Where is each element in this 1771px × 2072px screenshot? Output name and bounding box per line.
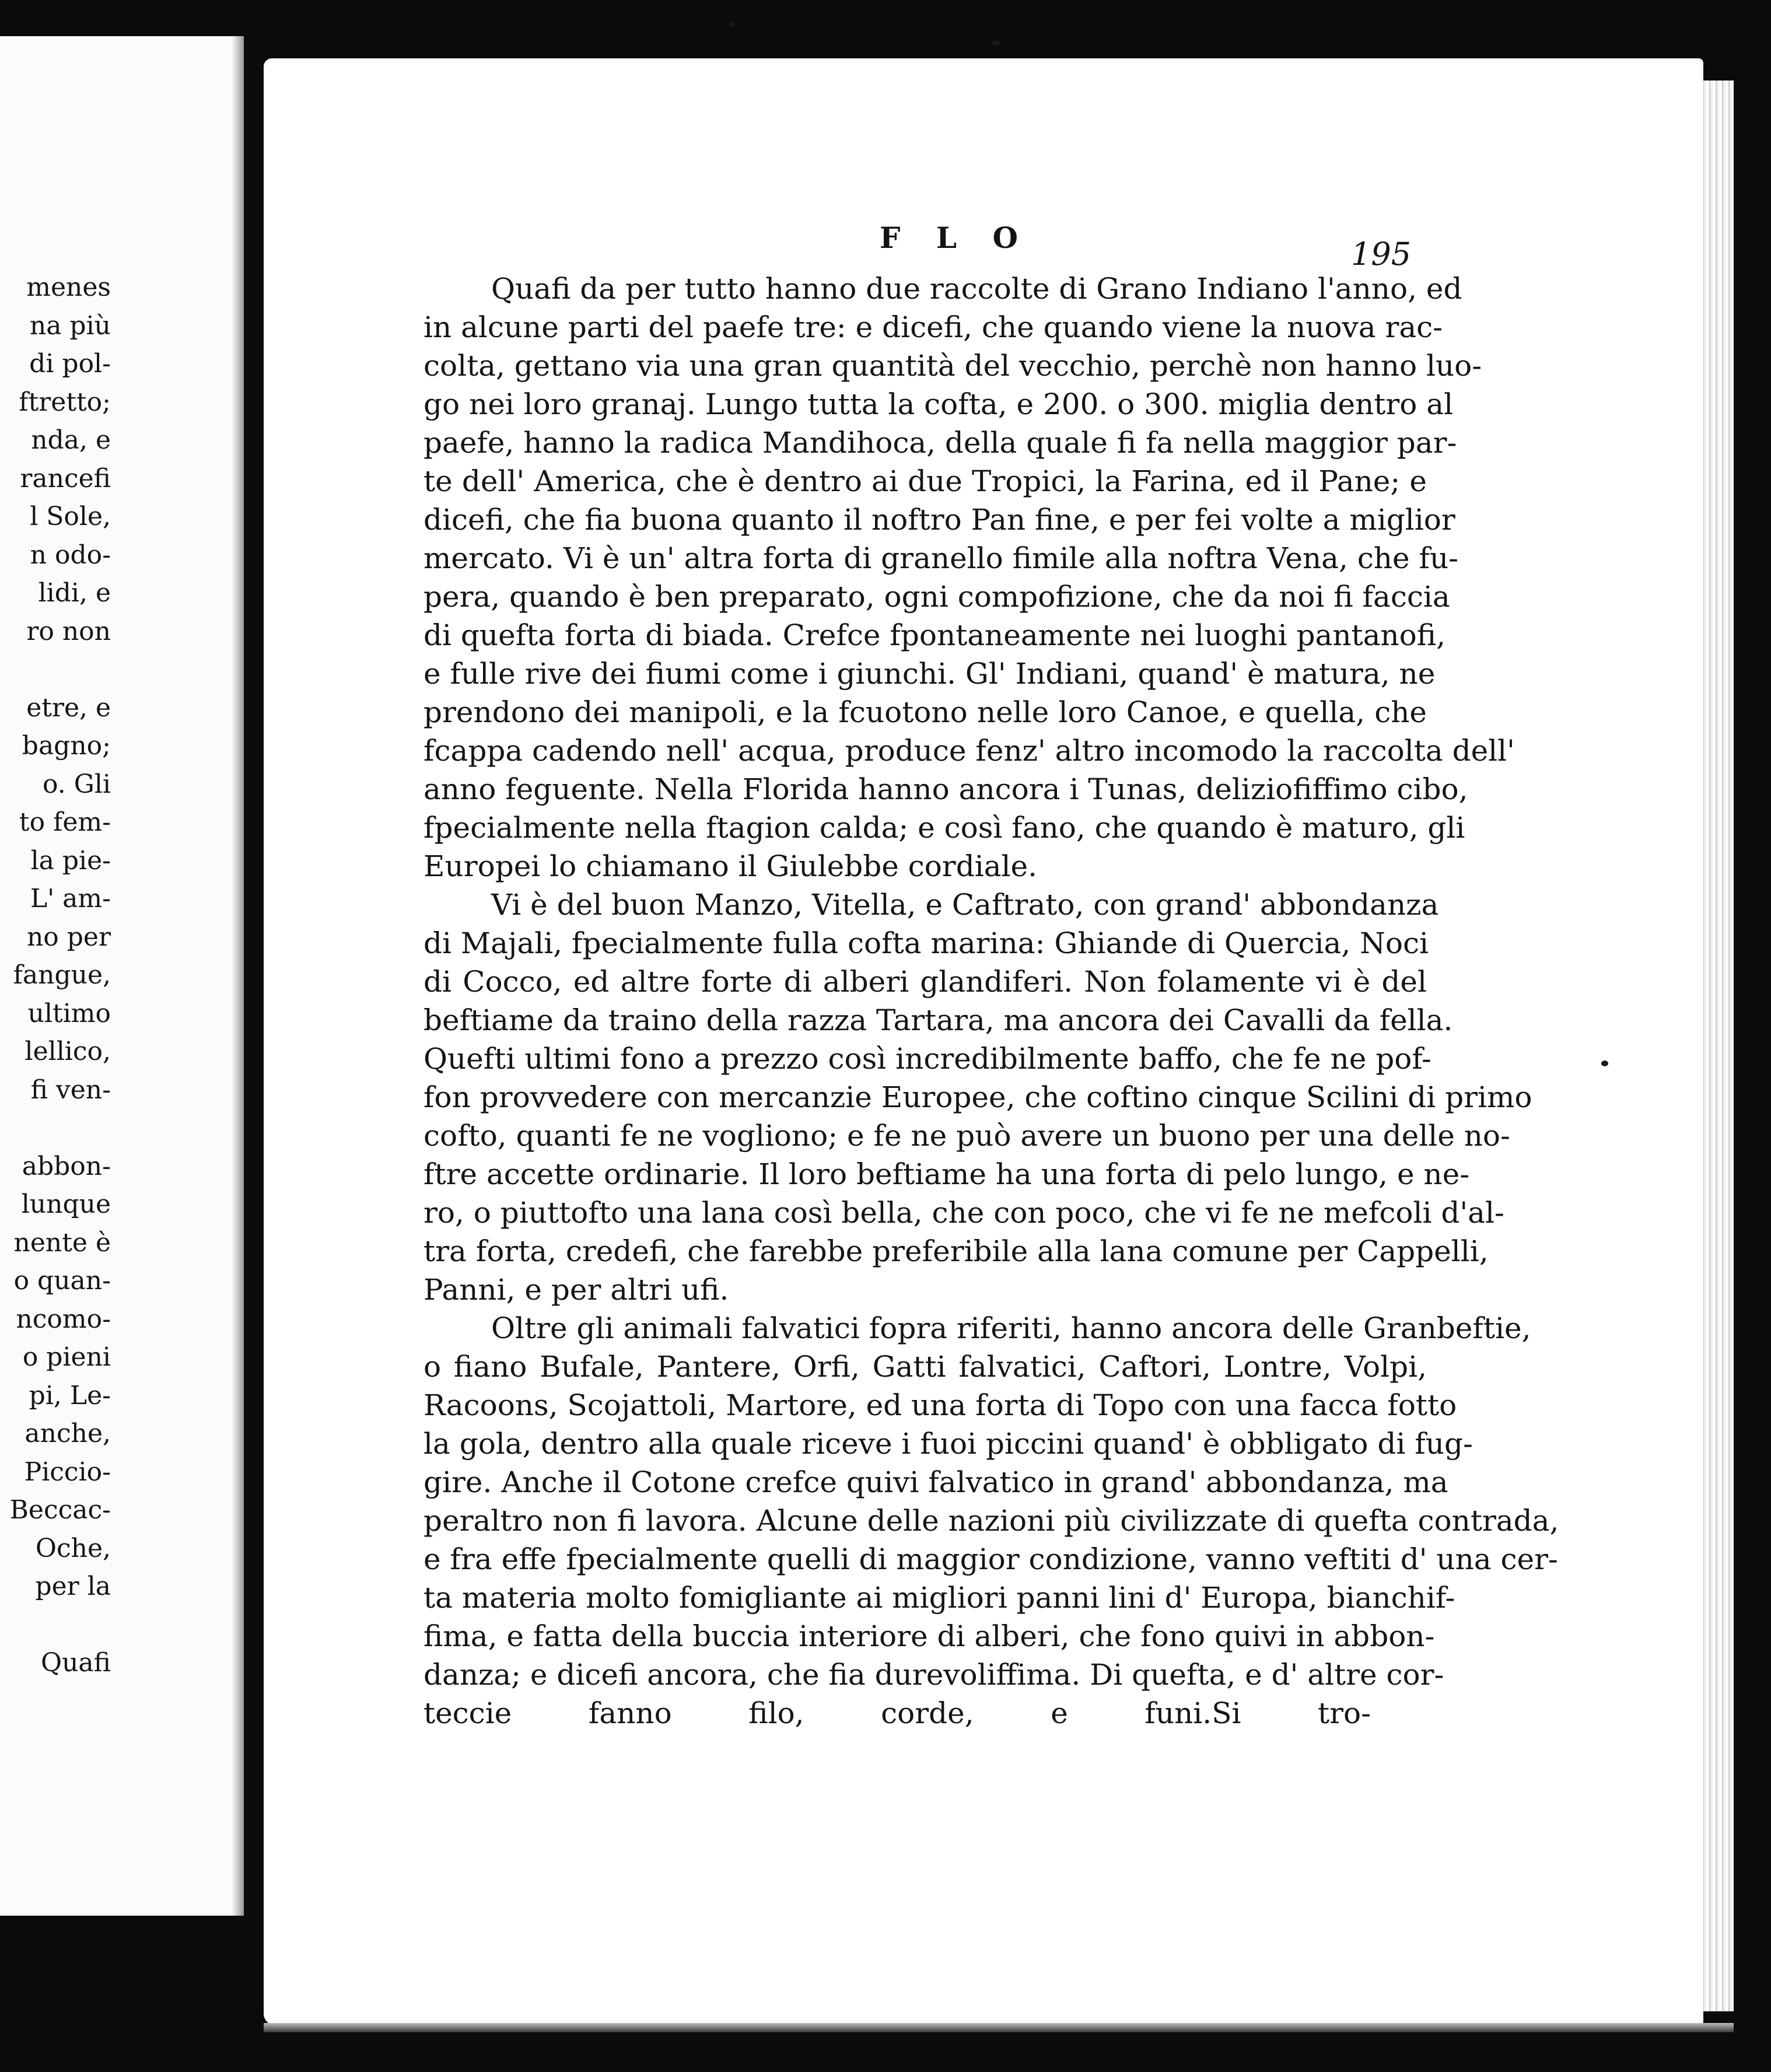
text-line: Racoons, Scojattoli, Martore, ed una forta di Topo con una facca fotto bbox=[424, 1388, 1457, 1422]
left-page-line: bagno; bbox=[22, 731, 111, 761]
book-gutter bbox=[232, 36, 244, 1916]
left-page-line: nda, e bbox=[31, 425, 111, 455]
left-page-line: Oche, bbox=[35, 1533, 111, 1563]
text-line: Europei lo chiamano il Giulebbe cordiale. bbox=[424, 849, 1037, 883]
text-line: tra forta, credefi, che farebbe preferibile alla lana comune per Cappelli, bbox=[424, 1234, 1489, 1268]
left-page-line: l Sole, bbox=[30, 502, 111, 531]
left-page-line: o quan- bbox=[13, 1266, 111, 1296]
text-line: ta materia molto fomigliante ai migliori panni lini d' Europa, bianchif- bbox=[424, 1581, 1455, 1615]
text-line: fpecialmente nella ftagion calda; e così fano, che quando è maturo, gli bbox=[424, 811, 1465, 845]
text-line: Panni, e per altri ufi. bbox=[424, 1273, 729, 1307]
left-page-line: n odo- bbox=[30, 540, 111, 570]
text-line: mercato. Vi è un' altra forta di granello fimile alla noftra Vena, che fu- bbox=[424, 541, 1459, 575]
left-page-line: L' am- bbox=[30, 884, 111, 914]
left-page-line: abbon- bbox=[22, 1151, 111, 1181]
text-line: cofto, quanti fe ne vogliono; e fe ne può avere un buono per una delle no- bbox=[424, 1119, 1510, 1153]
left-page-line: na più bbox=[29, 310, 111, 341]
left-page-line: lidi, e bbox=[38, 578, 111, 608]
text-line: di Cocco, ed altre forte di alberi glandiferi. Non folamente vi è del bbox=[424, 965, 1427, 999]
left-page-line: anche, bbox=[24, 1419, 111, 1448]
text-line: Quefti ultimi fono a prezzo così incredibilmente baffo, che fe ne pof- bbox=[424, 1042, 1432, 1076]
text-line: danza; e dicefi ancora, che fia durevoliffima. Di quefta, e d' altre cor- bbox=[424, 1658, 1444, 1692]
left-page-line: ro non bbox=[26, 616, 111, 646]
text-line: Vi è del buon Manzo, Vitella, e Caftrato, con grand' abbondanza bbox=[491, 888, 1439, 922]
text-line: e fra effe fpecialmente quelli di maggior condizione, vanno veftiti d' una cer- bbox=[424, 1542, 1558, 1576]
left-page-line: fi ven- bbox=[30, 1074, 111, 1105]
left-page-line: lellico, bbox=[24, 1037, 111, 1066]
left-page-line: Beccac- bbox=[9, 1495, 111, 1525]
left-page-line: ultimo bbox=[27, 998, 111, 1028]
scan-speck bbox=[729, 22, 735, 27]
text-line: o fiano Bufale, Pantere, Orfi, Gatti falvatici, Caftori, Lontre, Volpi, bbox=[424, 1350, 1427, 1384]
text-line: di Majali, fpecialmente fulla cofta marina: Ghiande di Quercia, Noci bbox=[424, 926, 1429, 960]
text-line: dicefi, che fia buona quanto il noftro Pan fine, e per fei volte a miglior bbox=[424, 503, 1455, 537]
left-page-line: Quafi bbox=[41, 1648, 111, 1678]
left-page-line: pi, Le- bbox=[29, 1380, 111, 1410]
left-page-line: per la bbox=[35, 1572, 111, 1601]
left-page-line: no per bbox=[26, 922, 111, 952]
text-line: la gola, dentro alla quale riceve i fuoi piccini quand' è obbligato di fug- bbox=[424, 1427, 1473, 1461]
left-page-line: la pie- bbox=[30, 845, 111, 876]
text-line: fima, e fatta della buccia interiore di alberi, che fono quivi in abbon- bbox=[424, 1619, 1435, 1653]
left-page-line: di pol- bbox=[29, 349, 111, 379]
scan-speck bbox=[1601, 1060, 1608, 1066]
left-page-line: o pieni bbox=[22, 1342, 111, 1372]
text-line: Oltre gli animali falvatici fopra riferiti, hanno ancora delle Granbeftie, bbox=[491, 1311, 1531, 1345]
scan-speck bbox=[992, 41, 1000, 46]
left-page-line: to fem- bbox=[19, 807, 111, 837]
page-number: 195 bbox=[1351, 236, 1412, 272]
text-line: fon provvedere con mercanzie Europee, che coftino cinque Scilini di primo bbox=[424, 1080, 1532, 1114]
body-text bbox=[424, 270, 1559, 1732]
text-line: di quefta forta di biada. Crefce fpontaneamente nei luoghi pantanofi, bbox=[424, 618, 1446, 652]
left-page-line: etre, e bbox=[26, 692, 111, 723]
left-page-line: nente è bbox=[13, 1227, 111, 1258]
text-line: anno feguente. Nella Florida hanno ancora i Tunas, deliziofiffimo cibo, bbox=[424, 772, 1468, 806]
left-page-line: fangue, bbox=[13, 960, 111, 990]
text-line: e fulle rive dei fiumi come i giunchi. Gl' Indiani, quand' è matura, ne bbox=[424, 657, 1436, 691]
text-line: go nei loro granaj. Lungo tutta la cofta, e 200. o 300. miglia dentro al bbox=[424, 387, 1454, 421]
left-page-line: ftretto; bbox=[19, 387, 111, 417]
left-page-line: menes bbox=[26, 272, 111, 302]
left-page-line: ncomo- bbox=[16, 1304, 111, 1334]
page-bottom-edge bbox=[264, 2023, 1734, 2032]
text-line: peraltro non fi lavora. Alcune delle nazioni più civilizzate di quefta contrada, bbox=[424, 1504, 1559, 1538]
left-page-line: lunque bbox=[21, 1189, 111, 1219]
text-line: fcappa cadendo nell' acqua, produce fenz' altro incomodo la raccolta dell' bbox=[424, 734, 1515, 768]
text-line: te dell' America, che è dentro ai due Tropici, la Farina, ed il Pane; e bbox=[424, 464, 1427, 498]
text-line bbox=[424, 1694, 1427, 1732]
text-line: ftre accette ordinarie. Il loro beftiame ha una forta di pelo lungo, e ne- bbox=[424, 1157, 1470, 1191]
text-line: ro, o piuttofto una lana così bella, che con poco, che vi fe ne mefcoli d'al- bbox=[424, 1196, 1504, 1230]
left-page-line: rancefi bbox=[20, 463, 111, 494]
text-line: Quafi da per tutto hanno due raccolte di Grano Indiano l'anno, ed bbox=[491, 272, 1462, 306]
text-line: in alcune parti del paefe tre: e dicefi, che quando viene la nuova rac- bbox=[424, 310, 1443, 344]
left-facing-page bbox=[0, 36, 244, 1916]
left-page-line: Piccio- bbox=[24, 1457, 111, 1487]
text-line: pera, quando è ben preparato, ogni compofizione, che da noi fi faccia bbox=[424, 580, 1450, 614]
text-line: gire. Anche il Cotone crefce quivi falvatico in grand' abbondanza, ma bbox=[424, 1465, 1448, 1499]
text-line: paefe, hanno la radica Mandihoca, della quale fi fa nella maggior par- bbox=[424, 426, 1457, 460]
final-text-fragment: teccie fanno filo, corde, e funi. bbox=[424, 1696, 1212, 1730]
running-head: F L O bbox=[880, 220, 1031, 255]
text-line: beftiame da traino della razza Tartara, ma ancora dei Cavalli da fella. bbox=[424, 1003, 1453, 1037]
catchword: Si tro- bbox=[1212, 1696, 1371, 1730]
text-line: prendono dei manipoli, e la fcuotono nelle loro Canoe, e quella, che bbox=[424, 695, 1427, 729]
text-line: colta, gettano via una gran quantità del vecchio, perchè non hanno luo- bbox=[424, 349, 1482, 383]
left-page-line: o. Gli bbox=[43, 769, 111, 799]
